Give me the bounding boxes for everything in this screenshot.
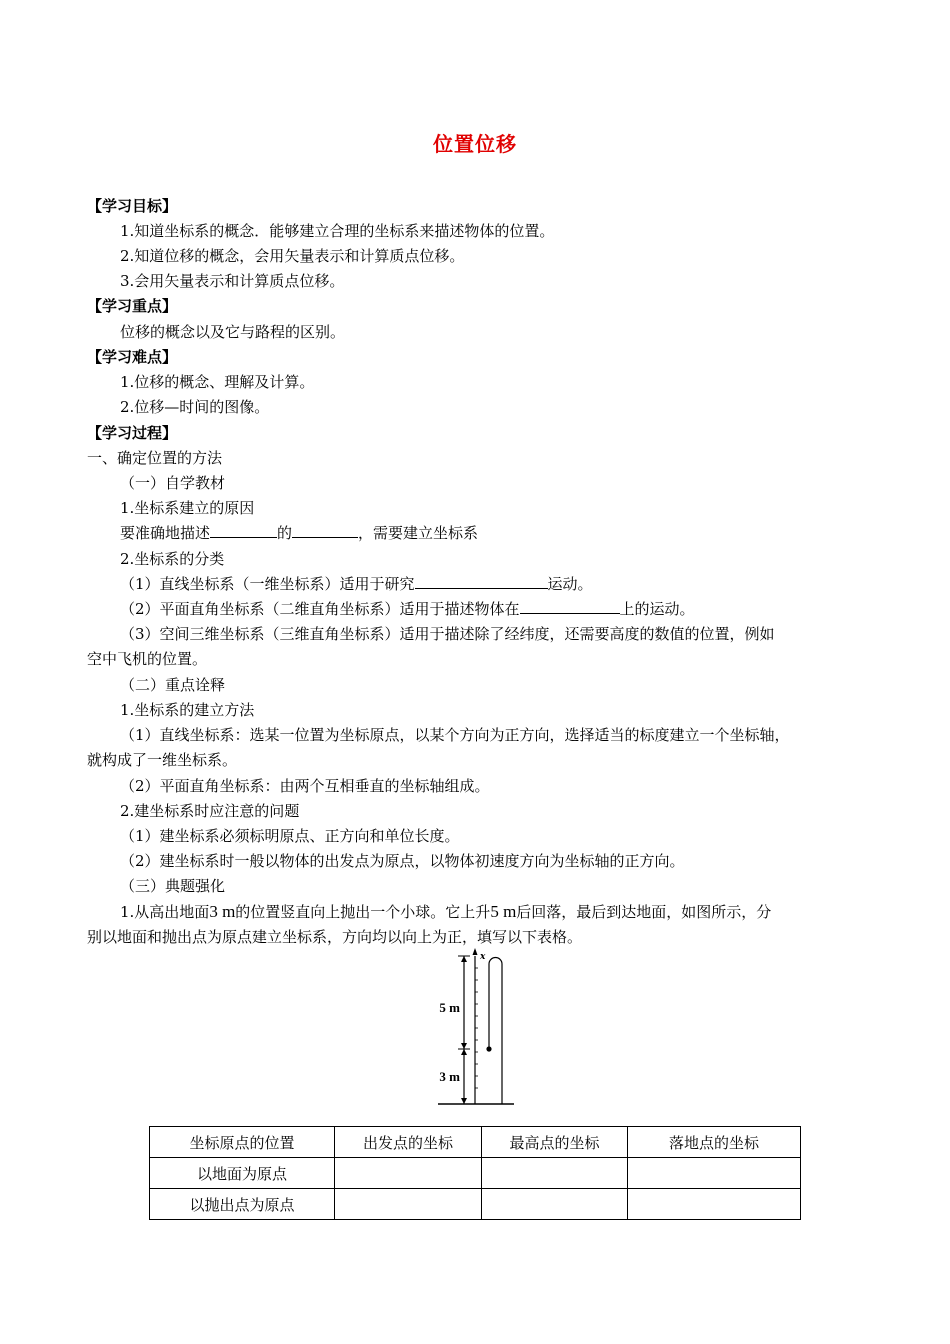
paragraph-line: （2）平面直角坐标系：由两个互相垂直的坐标轴组成。 (120, 777, 490, 795)
fill-in-sentence (120, 599, 695, 619)
process-heading: 【学习过程】 (87, 424, 178, 442)
row-label: 以地面为原点 (150, 1158, 335, 1189)
subsection-heading: （二）重点诠释 (120, 676, 226, 694)
subsection-heading: （一）自学教材 (120, 474, 226, 492)
sentence-text: 要准确地描述 (120, 524, 211, 542)
key-points-text: 位移的概念以及它与路程的区别。 (120, 323, 346, 341)
fill-in-sentence (120, 523, 478, 543)
sentence-text: （1）直线坐标系（一维坐标系）适用于研究 (120, 575, 415, 593)
row-label: 以抛出点为原点 (150, 1189, 335, 1220)
column-header: 最高点的坐标 (482, 1127, 628, 1158)
paragraph-line: （1）建坐标系必须标明原点、正方向和单位长度。 (120, 827, 460, 845)
height-value: 5 m (490, 902, 517, 921)
objective-item: 3.会用矢量表示和计算质点位移。 (120, 272, 345, 290)
sentence-text: （2）平面直角坐标系（二维直角坐标系）适用于描述物体在 (120, 600, 520, 618)
answer-blank[interactable] (292, 523, 358, 538)
arrow-up-icon (461, 1049, 467, 1055)
question-text: 的位置竖直向上抛出一个小球。它上升 (235, 903, 491, 921)
ball (486, 1046, 491, 1051)
height-value: 3 m (209, 902, 236, 921)
question-text: 后回落，最后到达地面，如图所示，分 (516, 903, 772, 921)
objective-item: 1.知道坐标系的概念．能够建立合理的坐标系来描述物体的位置。 (120, 222, 555, 240)
section-heading: 一、确定位置的方法 (87, 449, 223, 467)
answer-cell[interactable] (628, 1189, 801, 1220)
difficulty-item: 2.位移—时间的图像。 (120, 398, 270, 416)
paragraph-line: 空中飞机的位置。 (87, 650, 208, 668)
answer-cell[interactable] (335, 1158, 482, 1189)
answer-cell[interactable] (628, 1158, 801, 1189)
arrow-down-icon (461, 1098, 467, 1104)
question-line: 别以地面和抛出点为原点建立坐标系，方向均以向上为正，填写以下表格。 (87, 928, 583, 946)
column-header: 落地点的坐标 (628, 1127, 801, 1158)
item-title: 2.建坐标系时应注意的问题 (120, 802, 300, 820)
upper-height-label: 5 m (439, 1000, 460, 1015)
fill-in-sentence (120, 574, 593, 594)
question-line (120, 902, 771, 922)
table-header-row (150, 1127, 801, 1158)
paragraph-line: （2）建坐标系时一般以物体的出发点为原点，以物体初速度方向为坐标轴的正方向。 (120, 852, 685, 870)
answer-cell[interactable] (482, 1189, 628, 1220)
answer-cell[interactable] (482, 1158, 628, 1189)
item-title: 2.坐标系的分类 (120, 550, 225, 568)
question-text: 1.从高出地面 (120, 903, 210, 921)
table-row (150, 1158, 801, 1189)
subsection-heading: （三）典题强化 (120, 877, 226, 895)
answer-table (149, 1126, 801, 1220)
objective-item: 2.知道位移的概念，会用矢量表示和计算质点位移。 (120, 247, 465, 265)
answer-blank[interactable] (520, 599, 620, 614)
sentence-text: 上的运动。 (619, 600, 695, 618)
x-axis-arrow-icon (473, 948, 478, 955)
item-title: 1.坐标系建立的原因 (120, 499, 255, 517)
paragraph-line: （1）直线坐标系：选某一位置为坐标原点，以某个方向为正方向，选择适当的标度建立一个坐标轴， (120, 726, 790, 744)
answer-blank[interactable] (210, 523, 277, 538)
item-title: 1.坐标系的建立方法 (120, 701, 255, 719)
difficulties-heading: 【学习难点】 (87, 348, 178, 366)
sentence-text: ，需要建立坐标系 (358, 524, 479, 542)
arrow-down-icon (461, 1043, 467, 1049)
ball-trajectory-figure (438, 948, 514, 1108)
arrow-up-icon (461, 956, 467, 962)
table-row (150, 1189, 801, 1220)
page-title: 位置位移 (433, 132, 517, 156)
sentence-text: 运动。 (547, 575, 593, 593)
paragraph-line: 就构成了一维坐标系。 (87, 751, 238, 769)
paragraph-line: （3）空间三维坐标系（三维直角坐标系）适用于描述除了经纬度，还需要高度的数值的位置，例如 (120, 625, 775, 643)
axis-label: x (480, 952, 486, 962)
column-header: 出发点的坐标 (335, 1127, 482, 1158)
lower-height-label: 3 m (439, 1069, 460, 1084)
key-points-heading: 【学习重点】 (87, 297, 178, 315)
sentence-text: 的 (277, 524, 293, 542)
answer-cell[interactable] (335, 1189, 482, 1220)
answer-blank[interactable] (415, 574, 548, 589)
objectives-heading: 【学习目标】 (87, 197, 178, 215)
column-header: 坐标原点的位置 (150, 1127, 335, 1158)
difficulty-item: 1.位移的概念、理解及计算。 (120, 373, 315, 391)
trajectory-path (489, 958, 502, 1105)
